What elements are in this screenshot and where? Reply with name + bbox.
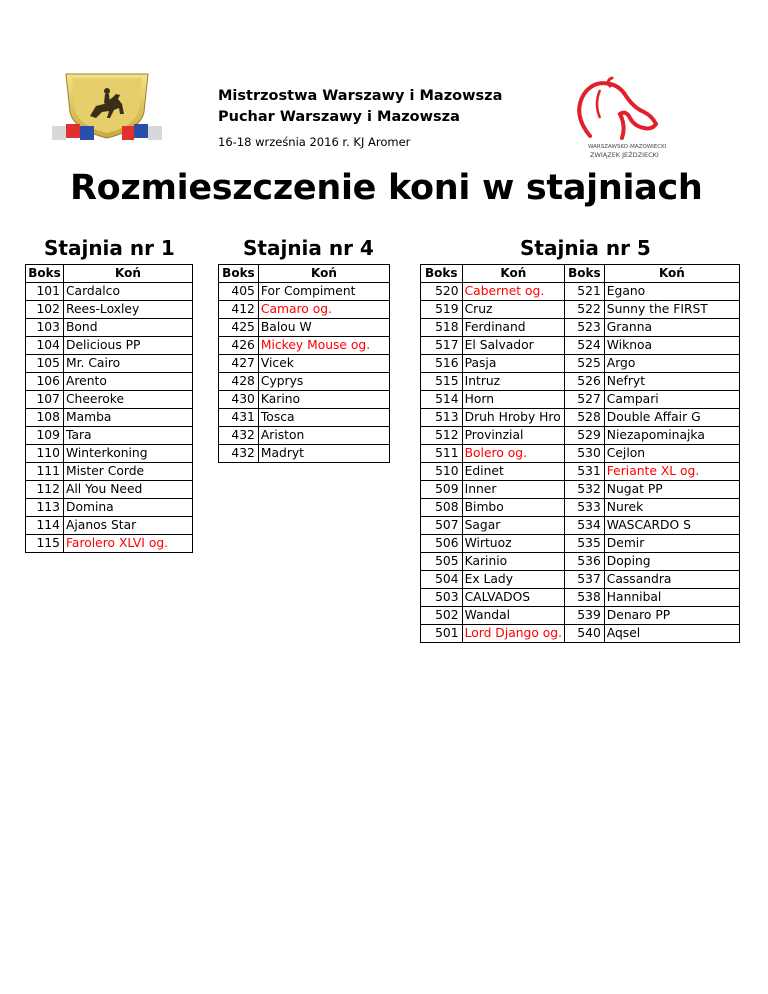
header-boks: Boks: [26, 265, 64, 283]
stable-4-table: [218, 264, 390, 463]
horse-name-cell: Nurek: [604, 499, 739, 517]
table-row: [421, 301, 740, 319]
horse-name-cell: Cyprys: [258, 373, 389, 391]
table-row: [26, 499, 193, 517]
boks-cell: 510: [421, 463, 463, 481]
stable-5-title: Stajnia nr 5: [520, 236, 651, 260]
boks-cell: 508: [421, 499, 463, 517]
horse-name-cell: Wirtuoz: [462, 535, 564, 553]
table-row: [219, 427, 390, 445]
boks-cell: 111: [26, 463, 64, 481]
horse-name-cell: Winterkoning: [63, 445, 192, 463]
horse-name-cell: Cheeroke: [63, 391, 192, 409]
boks-cell: 534: [565, 517, 605, 535]
table-row: [421, 409, 740, 427]
boks-cell: 511: [421, 445, 463, 463]
boks-cell: 425: [219, 319, 259, 337]
horse-name-cell: Edinet: [462, 463, 564, 481]
boks-cell: 527: [565, 391, 605, 409]
boks-cell: 532: [565, 481, 605, 499]
boks-cell: 426: [219, 337, 259, 355]
table-row: [421, 427, 740, 445]
horse-name-cell: CALVADOS: [462, 589, 564, 607]
table-row: [26, 355, 193, 373]
boks-cell: 405: [219, 283, 259, 301]
table-row: [219, 301, 390, 319]
horse-name-cell: For Compiment: [258, 283, 389, 301]
table-row: [26, 445, 193, 463]
table-row: [421, 283, 740, 301]
boks-cell: 106: [26, 373, 64, 391]
boks-cell: 113: [26, 499, 64, 517]
table-row: [421, 589, 740, 607]
boks-cell: 428: [219, 373, 259, 391]
boks-cell: 533: [565, 499, 605, 517]
header-kon: Koń: [258, 265, 389, 283]
boks-cell: 512: [421, 427, 463, 445]
horse-name-cell: Mickey Mouse og.: [258, 337, 389, 355]
horse-name-cell: Intruz: [462, 373, 564, 391]
horse-name-cell: Ariston: [258, 427, 389, 445]
horse-name-cell: Cassandra: [604, 571, 739, 589]
boks-cell: 528: [565, 409, 605, 427]
horse-name-cell: Druh Hroby Hro: [462, 409, 564, 427]
boks-cell: 526: [565, 373, 605, 391]
horse-name-cell: Aqsel: [604, 625, 739, 643]
table-row: [26, 301, 193, 319]
logo-text-2: ZWIĄZEK JEŹDZIECKI: [590, 151, 659, 159]
horse-name-cell: Hannibal: [604, 589, 739, 607]
boks-cell: 102: [26, 301, 64, 319]
boks-cell: 535: [565, 535, 605, 553]
table-row: [421, 607, 740, 625]
header-kon: Koń: [604, 265, 739, 283]
table-row: [26, 535, 193, 553]
horse-name-cell: Bond: [63, 319, 192, 337]
horse-name-cell: Wandal: [462, 607, 564, 625]
boks-cell: 502: [421, 607, 463, 625]
table-row: [421, 391, 740, 409]
horse-name-cell: Denaro PP: [604, 607, 739, 625]
header-kon: Koń: [63, 265, 192, 283]
horse-name-cell: Ajanos Star: [63, 517, 192, 535]
boks-cell: 107: [26, 391, 64, 409]
horse-name-cell: Tara: [63, 427, 192, 445]
table-row: [26, 373, 193, 391]
horse-name-cell: Camaro og.: [258, 301, 389, 319]
horse-name-cell: Pasja: [462, 355, 564, 373]
horse-name-cell: Vicek: [258, 355, 389, 373]
table-row: [421, 319, 740, 337]
boks-cell: 516: [421, 355, 463, 373]
table-row: [219, 319, 390, 337]
header-boks: Boks: [219, 265, 259, 283]
event-dates: 16-18 września 2016 r. KJ Aromer: [218, 135, 411, 149]
table-row: [26, 427, 193, 445]
boks-cell: 501: [421, 625, 463, 643]
horse-name-cell: Granna: [604, 319, 739, 337]
boks-cell: 109: [26, 427, 64, 445]
horse-name-cell: Demir: [604, 535, 739, 553]
horse-name-cell: Cardalco: [63, 283, 192, 301]
horse-name-cell: Cejlon: [604, 445, 739, 463]
boks-cell: 114: [26, 517, 64, 535]
horse-name-cell: Sunny the FIRST: [604, 301, 739, 319]
stable-4-title: Stajnia nr 4: [243, 236, 374, 260]
boks-cell: 115: [26, 535, 64, 553]
event-title: Mistrzostwa Warszawy i Mazowsza: [218, 88, 503, 104]
table-row: [26, 391, 193, 409]
boks-cell: 522: [565, 301, 605, 319]
horse-name-cell: WASCARDO S: [604, 517, 739, 535]
horse-name-cell: Farolero XLVI og.: [63, 535, 192, 553]
boks-cell: 110: [26, 445, 64, 463]
horse-name-cell: Double Affair G: [604, 409, 739, 427]
boks-cell: 427: [219, 355, 259, 373]
horse-name-cell: Egano: [604, 283, 739, 301]
boks-cell: 525: [565, 355, 605, 373]
horse-name-cell: Feriante XL og.: [604, 463, 739, 481]
table-row: [219, 445, 390, 463]
horse-name-cell: Sagar: [462, 517, 564, 535]
table-row: [219, 337, 390, 355]
table-row: [421, 481, 740, 499]
horse-name-cell: Balou W: [258, 319, 389, 337]
table-row: [421, 373, 740, 391]
table-row: [26, 319, 193, 337]
boks-cell: 412: [219, 301, 259, 319]
boks-cell: 101: [26, 283, 64, 301]
boks-cell: 509: [421, 481, 463, 499]
horse-name-cell: El Salvador: [462, 337, 564, 355]
event-header: [218, 86, 502, 151]
horse-name-cell: Inner: [462, 481, 564, 499]
table-row: [26, 409, 193, 427]
horse-name-cell: Nugat PP: [604, 481, 739, 499]
table-row: [26, 481, 193, 499]
header-boks: Boks: [421, 265, 463, 283]
horse-name-cell: Nefryt: [604, 373, 739, 391]
stable-1-title: Stajnia nr 1: [44, 236, 175, 260]
boks-cell: 515: [421, 373, 463, 391]
horse-name-cell: Bolero og.: [462, 445, 564, 463]
boks-cell: 505: [421, 553, 463, 571]
horse-name-cell: Bimbo: [462, 499, 564, 517]
boks-cell: 504: [421, 571, 463, 589]
horse-name-cell: Campari: [604, 391, 739, 409]
table-row: [26, 283, 193, 301]
horse-name-cell: Niezapominajka: [604, 427, 739, 445]
federation-logo: [560, 74, 685, 162]
horse-name-cell: Ferdinand: [462, 319, 564, 337]
boks-cell: 513: [421, 409, 463, 427]
table-row: [219, 283, 390, 301]
table-row: [219, 355, 390, 373]
horse-name-cell: Arento: [63, 373, 192, 391]
event-logo: [52, 68, 162, 148]
boks-cell: 524: [565, 337, 605, 355]
boks-cell: 432: [219, 427, 259, 445]
horse-name-cell: Horn: [462, 391, 564, 409]
boks-cell: 520: [421, 283, 463, 301]
horse-name-cell: Ex Lady: [462, 571, 564, 589]
horse-name-cell: Wiknoa: [604, 337, 739, 355]
table-row: [421, 625, 740, 643]
boks-cell: 506: [421, 535, 463, 553]
horse-name-cell: Cruz: [462, 301, 564, 319]
boks-cell: 531: [565, 463, 605, 481]
table-row: [421, 553, 740, 571]
page-title: Rozmieszczenie koni w stajniach: [70, 168, 703, 208]
table-row: [421, 571, 740, 589]
table-row: [26, 463, 193, 481]
boks-cell: 503: [421, 589, 463, 607]
header-kon: Koń: [462, 265, 564, 283]
stable-5-table: [420, 264, 740, 643]
horse-name-cell: Karino: [258, 391, 389, 409]
boks-cell: 430: [219, 391, 259, 409]
horse-name-cell: Tosca: [258, 409, 389, 427]
table-row: [421, 535, 740, 553]
boks-cell: 519: [421, 301, 463, 319]
table-row: [219, 409, 390, 427]
boks-cell: 112: [26, 481, 64, 499]
horse-name-cell: Mister Corde: [63, 463, 192, 481]
horse-name-cell: Mr. Cairo: [63, 355, 192, 373]
boks-cell: 108: [26, 409, 64, 427]
boks-cell: 537: [565, 571, 605, 589]
boks-cell: 432: [219, 445, 259, 463]
boks-cell: 539: [565, 607, 605, 625]
boks-cell: 518: [421, 319, 463, 337]
header-boks: Boks: [565, 265, 605, 283]
table-row: [26, 337, 193, 355]
boks-cell: 103: [26, 319, 64, 337]
table-row: [219, 391, 390, 409]
boks-cell: 104: [26, 337, 64, 355]
boks-cell: 105: [26, 355, 64, 373]
horse-name-cell: Provinzial: [462, 427, 564, 445]
boks-cell: 517: [421, 337, 463, 355]
table-row: [421, 463, 740, 481]
boks-cell: 530: [565, 445, 605, 463]
horse-name-cell: Mamba: [63, 409, 192, 427]
horse-name-cell: Argo: [604, 355, 739, 373]
horse-name-cell: All You Need: [63, 481, 192, 499]
boks-cell: 507: [421, 517, 463, 535]
boks-cell: 538: [565, 589, 605, 607]
table-row: [26, 517, 193, 535]
table-row: [421, 355, 740, 373]
horse-name-cell: Rees-Loxley: [63, 301, 192, 319]
horse-name-cell: Madryt: [258, 445, 389, 463]
event-subtitle: Puchar Warszawy i Mazowsza: [218, 109, 460, 125]
boks-cell: 529: [565, 427, 605, 445]
boks-cell: 514: [421, 391, 463, 409]
horse-name-cell: Lord Django og.: [462, 625, 564, 643]
table-row: [421, 499, 740, 517]
boks-cell: 536: [565, 553, 605, 571]
logo-text-1: WARSZAWSKO-MAZOWIECKI: [588, 144, 667, 150]
table-row: [219, 373, 390, 391]
boks-cell: 521: [565, 283, 605, 301]
table-row: [421, 337, 740, 355]
horse-name-cell: Domina: [63, 499, 192, 517]
horse-name-cell: Delicious PP: [63, 337, 192, 355]
horse-name-cell: Karinio: [462, 553, 564, 571]
horse-name-cell: Cabernet og.: [462, 283, 564, 301]
boks-cell: 523: [565, 319, 605, 337]
table-row: [421, 517, 740, 535]
boks-cell: 431: [219, 409, 259, 427]
table-row: [421, 445, 740, 463]
stable-1-table: [25, 264, 193, 553]
horse-name-cell: Doping: [604, 553, 739, 571]
boks-cell: 540: [565, 625, 605, 643]
